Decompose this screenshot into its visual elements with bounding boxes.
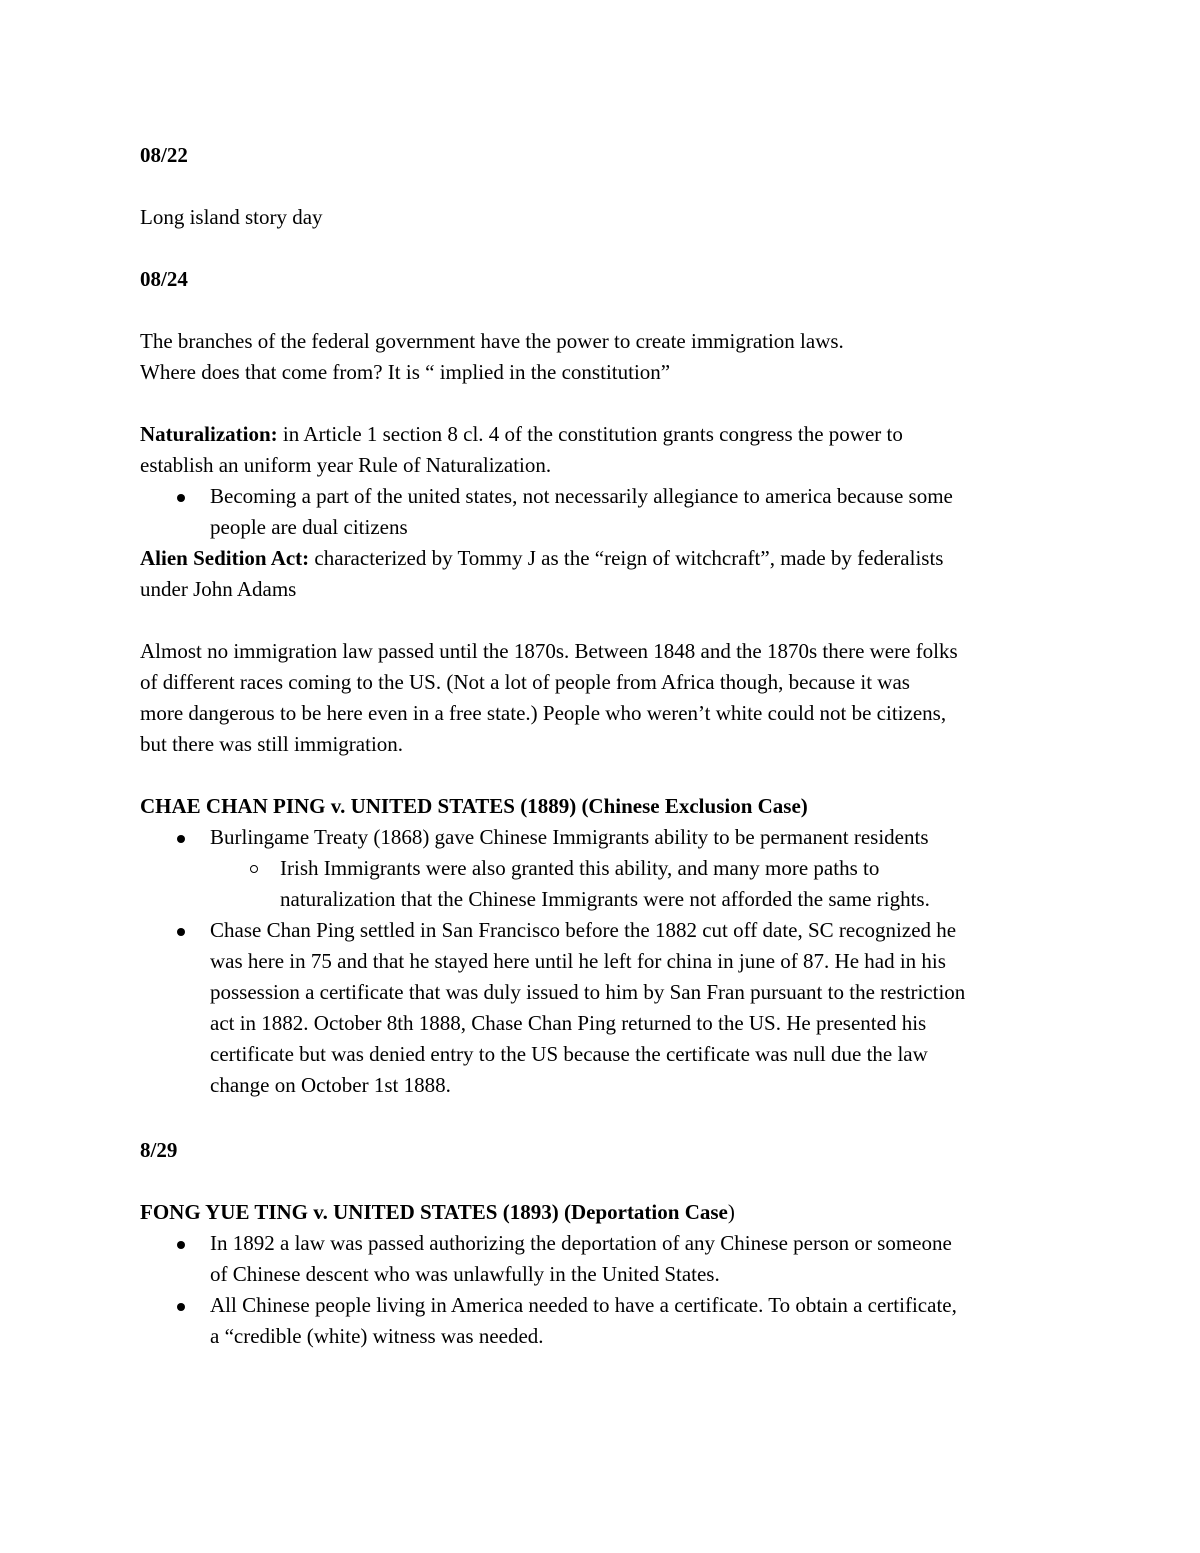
naturalization-definition — [140, 419, 903, 450]
list-item-text: people are dual citizens — [210, 515, 408, 539]
list-item — [140, 1228, 1080, 1290]
note-text: Long island story day — [140, 205, 323, 229]
case-heading: CHAE CHAN PING v. UNITED STATES (1889) (Chinese Exclusion Case) — [140, 794, 808, 818]
paragraph-line: more dangerous to be here even in a free state.) People who weren’t white could not be citizens, — [140, 701, 947, 725]
bullet-list — [140, 481, 1080, 543]
definition-text: in Article 1 section 8 cl. 4 of the constitution grants congress the power to — [277, 422, 903, 446]
definition-text: characterized by Tommy J as the “reign of witchcraft”, made by federalists — [309, 546, 944, 570]
paragraph-line: Almost no immigration law passed until the 1870s. Between 1848 and the 1870s there were folks — [140, 639, 958, 663]
list-item — [140, 822, 1080, 853]
list-item — [140, 1290, 1080, 1352]
case-heading — [140, 1197, 735, 1228]
alien-sedition-term: Alien Sedition Act: — [140, 546, 310, 570]
list-item-text: All Chinese people living in America needed to have a certificate. To obtain a certificate, — [210, 1293, 957, 1317]
bullet-list — [140, 822, 1080, 1101]
date-heading-0824: 08/24 — [140, 267, 188, 291]
naturalization-term: Naturalization: — [140, 422, 278, 446]
list-item-text: change on October 1st 1888. — [210, 1073, 451, 1097]
list-item-text: act in 1882. October 8th 1888, Chase Chan Ping returned to the US. He presented his — [210, 1011, 927, 1035]
bullet-icon — [177, 928, 185, 936]
list-item-text: Chase Chan Ping settled in San Francisco before the 1882 cut off date, SC recognized he — [210, 918, 957, 942]
list-item-text: of Chinese descent who was unlawfully in the United States. — [210, 1262, 720, 1286]
alien-sedition-definition — [140, 543, 943, 574]
list-item — [140, 915, 1080, 1101]
definition-text: establish an uniform year Rule of Naturalization. — [140, 453, 552, 477]
case-heading-tail: ) — [727, 1200, 735, 1224]
list-item-text: possession a certificate that was duly issued to him by San Fran pursuant to the restriction — [210, 980, 966, 1004]
case-heading-bold: FONG YUE TING v. UNITED STATES (1893) (Deportation Case — [140, 1200, 728, 1224]
paragraph-line: of different races coming to the US. (Not a lot of people from Africa though, because it was — [140, 670, 910, 694]
list-item-text: Burlingame Treaty (1868) gave Chinese Immigrants ability to be permanent residents — [210, 825, 929, 849]
list-item-text: Becoming a part of the united states, not necessarily allegiance to america because some — [210, 484, 953, 508]
bullet-icon — [177, 835, 185, 843]
paragraph-line: Where does that come from? It is “ implied in the constitution” — [140, 360, 671, 384]
date-heading-0829: 8/29 — [140, 1138, 178, 1162]
list-item-text: a “credible (white) witness was needed. — [210, 1324, 544, 1348]
bullet-icon — [177, 1303, 185, 1311]
date-heading-0822: 08/22 — [140, 143, 188, 167]
definition-text: under John Adams — [140, 577, 297, 601]
list-item — [140, 481, 1080, 543]
list-item-text: certificate but was denied entry to the US because the certificate was null due the law — [210, 1042, 928, 1066]
bullet-list — [140, 1228, 1080, 1352]
hollow-bullet-icon — [250, 865, 258, 873]
list-item-text: was here in 75 and that he stayed here until he left for china in june of 87. He had in his — [210, 949, 946, 973]
bullet-icon — [177, 1241, 185, 1249]
list-item-text: In 1892 a law was passed authorizing the deportation of any Chinese person or someone — [210, 1231, 952, 1255]
paragraph-line: but there was still immigration. — [140, 732, 404, 756]
list-item-text: naturalization that the Chinese Immigrants were not afforded the same rights. — [280, 887, 930, 911]
list-item-text: Irish Immigrants were also granted this ability, and many more paths to — [280, 856, 880, 880]
bullet-icon — [177, 494, 185, 502]
sub-list-item — [140, 853, 1080, 915]
paragraph-line: The branches of the federal government have the power to create immigration laws. — [140, 329, 844, 353]
